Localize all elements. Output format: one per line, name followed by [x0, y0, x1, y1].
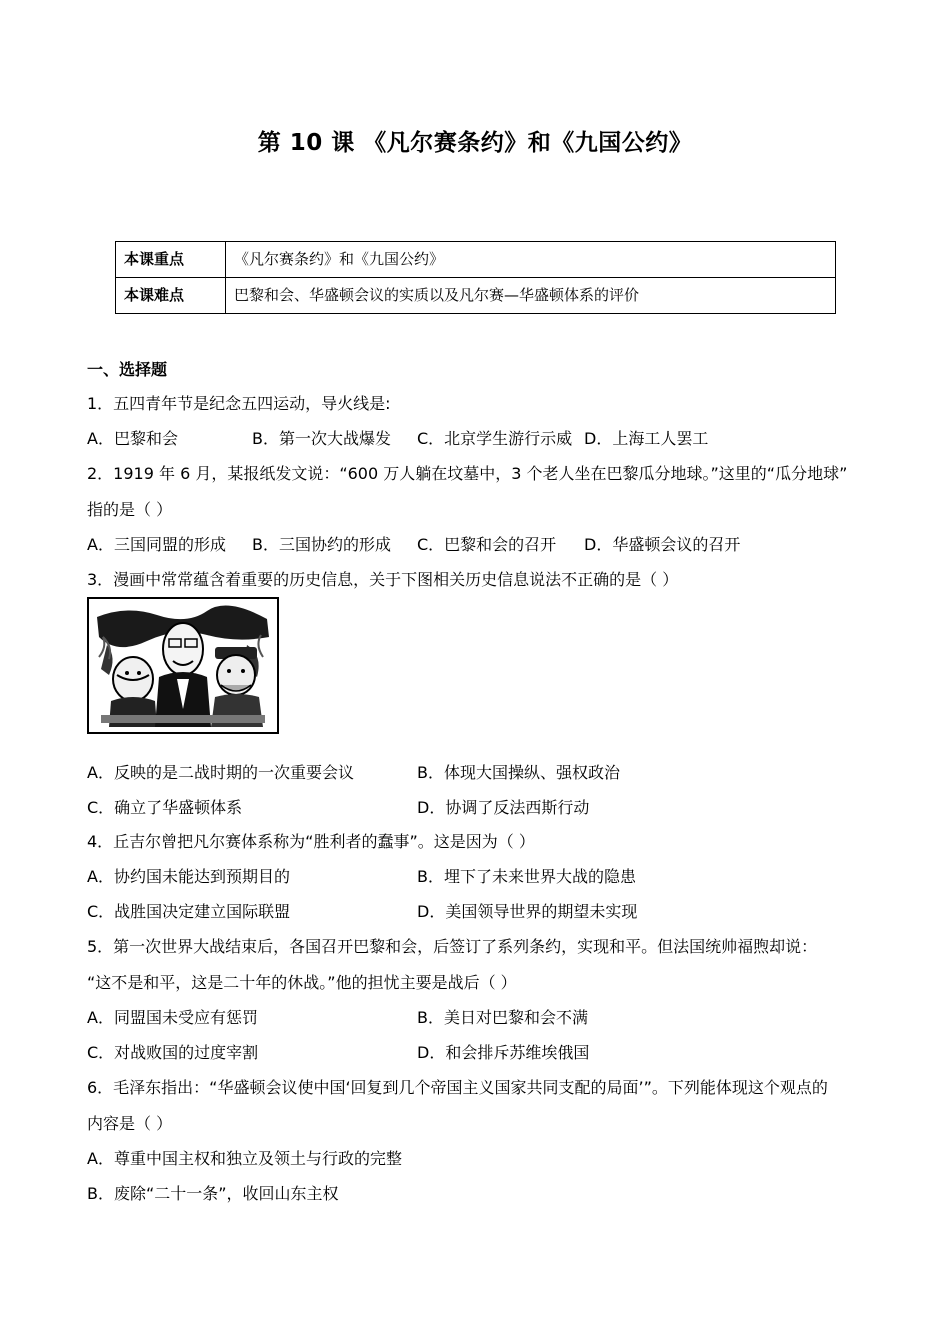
q6-option-b: B．废除“二十一条”，收回山东主权 [87, 1184, 339, 1203]
q5-option-d: D．和会排斥苏维埃俄国 [417, 1043, 590, 1062]
table-row [116, 242, 836, 278]
question-6-stem: 6．毛泽东指出：“华盛顿会议使中国‘回复到几个帝国主义国家共同支配的局面’”。下列能体现这个观点的 [87, 1078, 828, 1097]
table-key: 本课重点 [116, 242, 226, 278]
table-value: 《凡尔赛条约》和《九国公约》 [226, 242, 836, 278]
question-2-stem-cont: 指的是（ ） [87, 500, 173, 519]
q4-option-c: C．战胜国决定建立国际联盟 [87, 902, 291, 921]
q1-option-b: B．第一次大战爆发 [252, 429, 391, 448]
table-key: 本课难点 [116, 278, 226, 314]
cartoon-image [87, 597, 279, 734]
question-2-stem: 2．1919 年 6 月，某报纸发文说：“600 万人躺在坟墓中，3 个老人坐在巴黎瓜分地球。”这里的“瓜分地球” [87, 464, 848, 483]
table-value: 巴黎和会、华盛顿会议的实质以及凡尔赛—华盛顿体系的评价 [226, 278, 836, 314]
q2-option-c: C．巴黎和会的召开 [417, 535, 557, 554]
question-1-stem: 1．五四青年节是纪念五四运动，导火线是: [87, 394, 391, 413]
q4-option-b: B．埋下了未来世界大战的隐患 [417, 867, 636, 886]
q2-option-d: D．华盛顿会议的召开 [584, 535, 741, 554]
page-title: 第 10 课 《凡尔赛条约》和《九国公约》 [257, 130, 693, 156]
q3-option-a: A．反映的是二战时期的一次重要会议 [87, 763, 354, 782]
q4-option-d: D．美国领导世界的期望未实现 [417, 902, 638, 921]
question-3-stem: 3．漫画中常常蕴含着重要的历史信息，关于下图相关历史信息说法不正确的是（ ） [87, 570, 679, 589]
q3-option-c: C．确立了华盛顿体系 [87, 798, 243, 817]
question-5-stem-cont: “这不是和平，这是二十年的休战。”他的担忧主要是战后（ ） [87, 973, 517, 992]
q2-option-a: A．三国同盟的形成 [87, 535, 226, 554]
q4-option-a: A．协约国未能达到预期目的 [87, 867, 290, 886]
q5-option-b: B．美日对巴黎和会不满 [417, 1008, 588, 1027]
q1-option-d: D．上海工人罢工 [584, 429, 709, 448]
q1-option-c: C．北京学生游行示威 [417, 429, 573, 448]
key-points-table [115, 241, 836, 314]
q5-option-c: C．对战败国的过度宰割 [87, 1043, 259, 1062]
section-heading: 一、选择题 [87, 360, 168, 379]
question-5-stem: 5．第一次世界大战结束后，各国召开巴黎和会，后签订了系列条约，实现和平。但法国统帅福煦却说： [87, 937, 818, 956]
q5-option-a: A．同盟国未受应有惩罚 [87, 1008, 258, 1027]
table-row [116, 278, 836, 314]
q6-option-a: A．尊重中国主权和独立及领土与行政的完整 [87, 1149, 402, 1168]
question-6-stem-cont: 内容是（ ） [87, 1114, 173, 1133]
q3-option-b: B．体现大国操纵、强权政治 [417, 763, 620, 782]
q2-option-b: B．三国协约的形成 [252, 535, 391, 554]
question-4-stem: 4．丘吉尔曾把凡尔赛体系称为“胜利者的蠢事”。这是因为（ ） [87, 832, 535, 851]
q3-option-d: D．协调了反法西斯行动 [417, 798, 590, 817]
q1-option-a: A．巴黎和会 [87, 429, 178, 448]
